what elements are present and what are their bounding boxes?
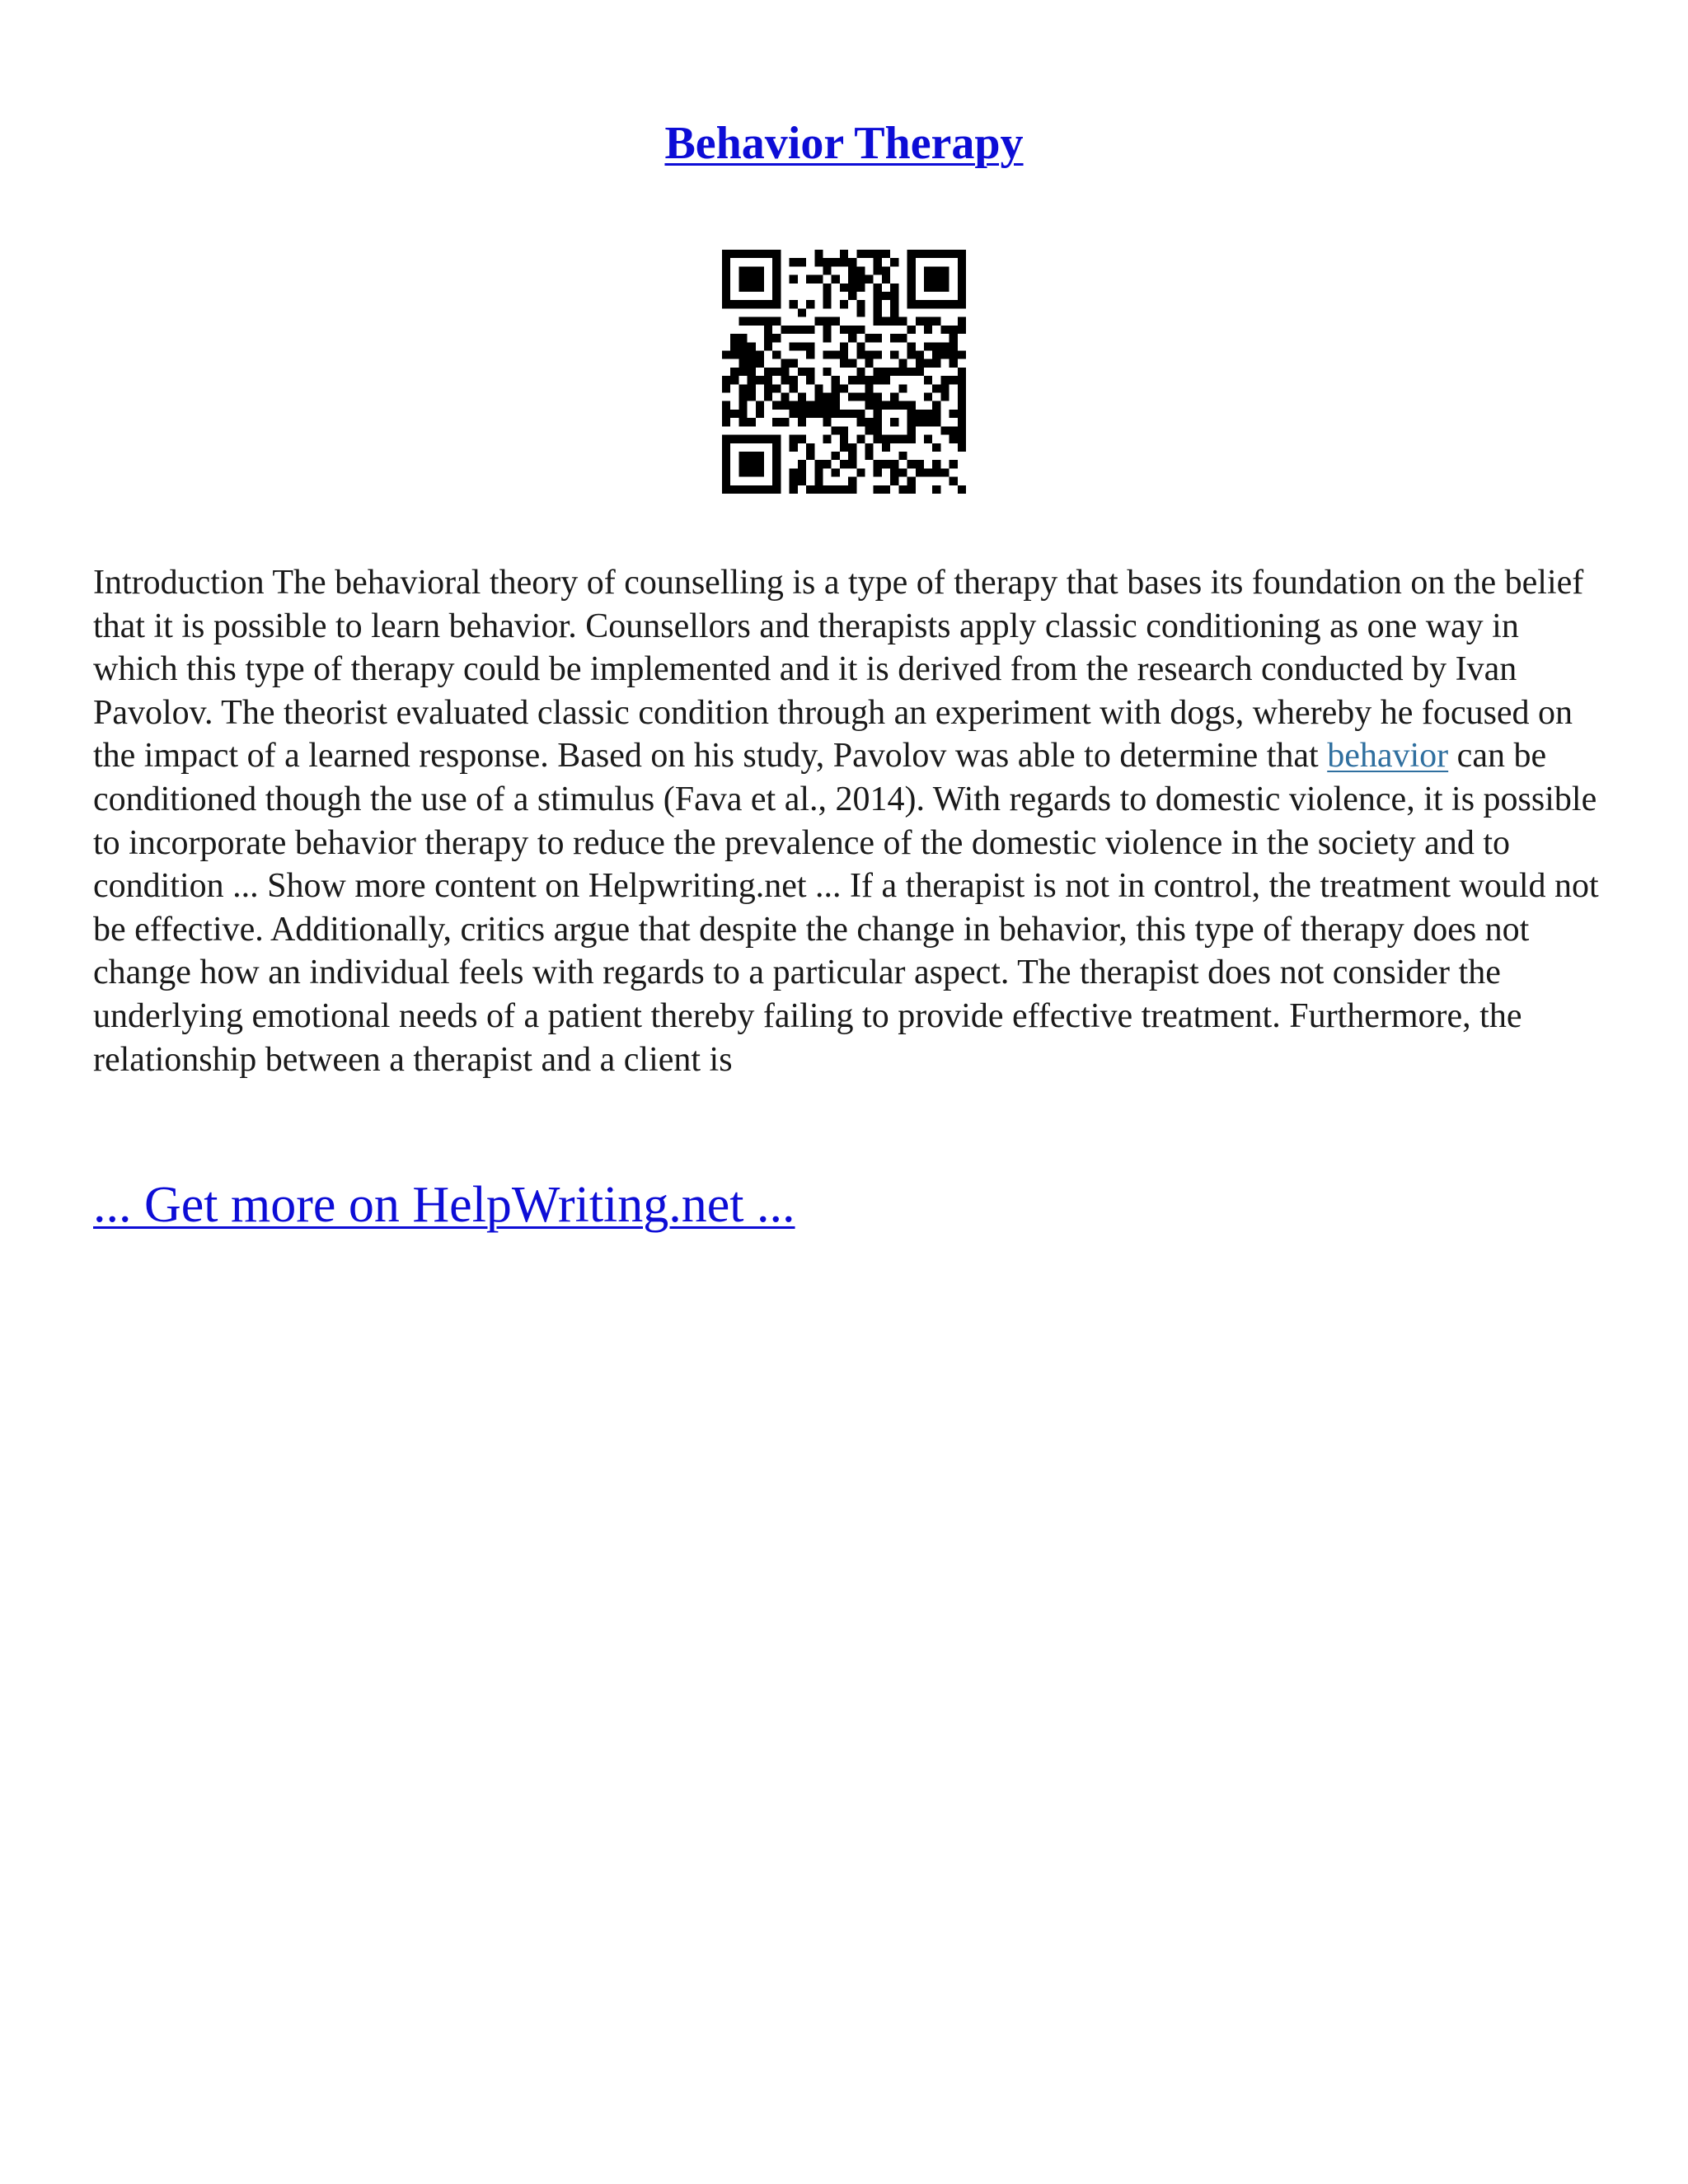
paragraph-text-after: can be conditioned though the use of a stimulus (Fava et al., 2014). With regards to domestic violence, it is possible to incorporate behavior therapy to reduce the prevalence of the domestic violence in the society and to condition ... Show more content on Helpwriting.net ... If a therapist is not in control, the treatment would not be effective. Additionally, critics argue that despite the change in behavior, this type of therapy does not change how an individual feels with regards to a particular aspect. The therapist does not consider the underlying emotional needs of a patient thereby failing to provide effective treatment. Furthermore, the relationship between a therapist and a client is (93, 737, 1599, 1079)
get-more-paragraph (93, 1175, 795, 1235)
get-more-link[interactable]: ... Get more on HelpWriting.net ... (93, 1177, 795, 1233)
page-title (0, 117, 1688, 170)
paragraph-text-before: Introduction The behavioral theory of counselling is a type of therapy that bases its foundation on the belief that it is possible to learn behavior. Counsellors and therapists apply classic conditioning as one way in which this type of therapy could be implemented and it is derived from the research conducted by Ivan Pavolov. The theorist evaluated classic condition through an experiment with dogs, whereby he focused on the impact of a learned response. Based on his study, Pavolov was able to determine that (93, 564, 1584, 776)
body-paragraph (93, 561, 1601, 1081)
title-link[interactable]: Behavior Therapy (664, 118, 1024, 169)
qr-code-icon (722, 250, 966, 494)
behavior-link[interactable]: behavior (1327, 737, 1449, 776)
